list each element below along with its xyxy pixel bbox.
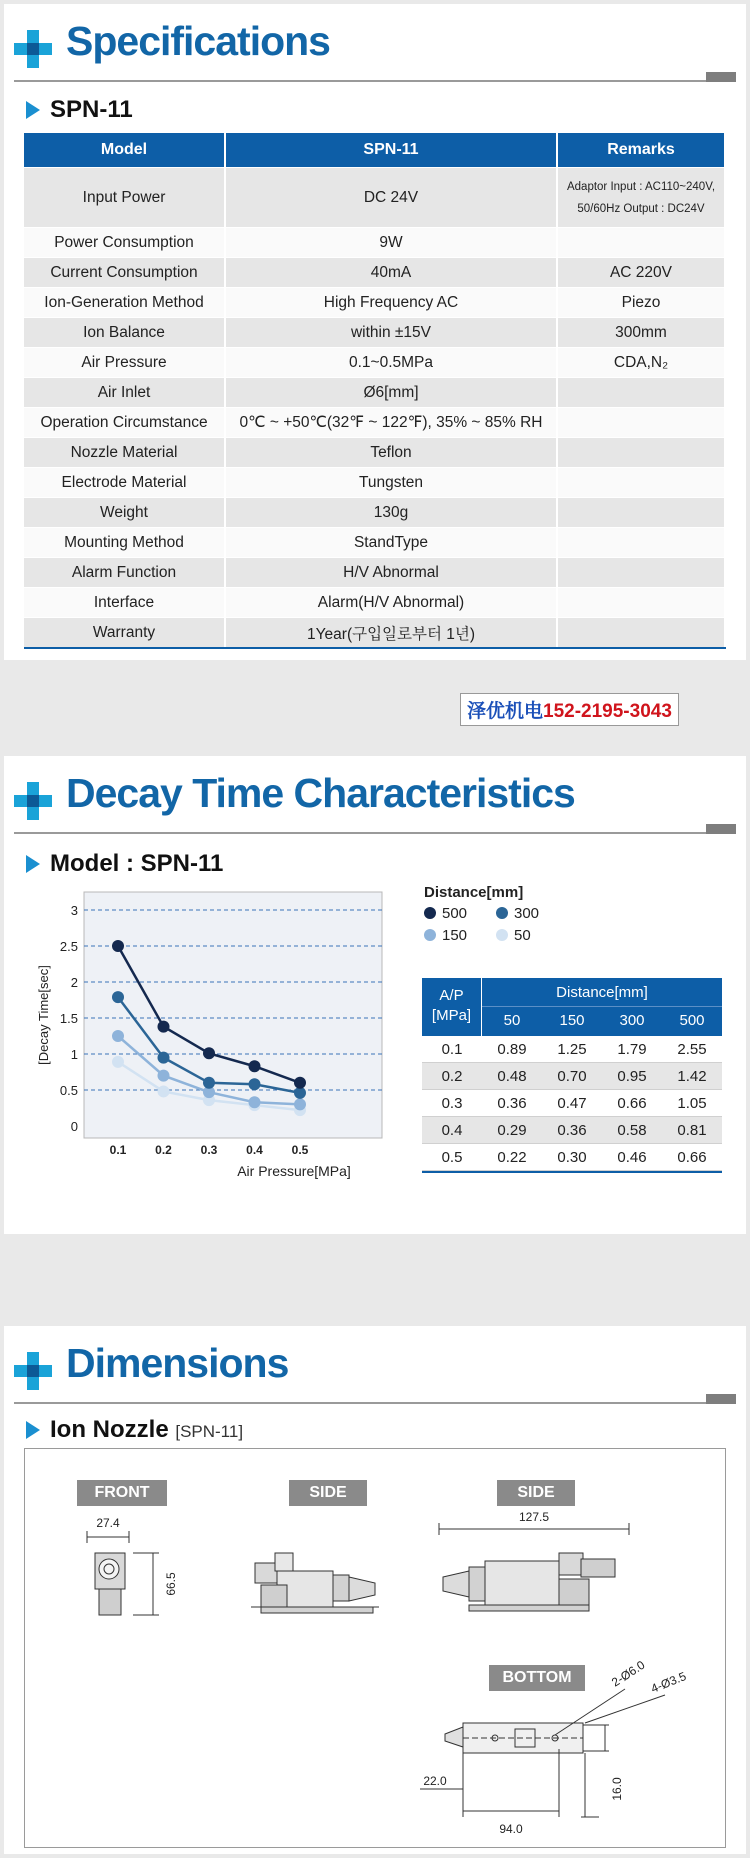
decay-row [422,1036,722,1063]
spec-remark [558,498,724,527]
data-point-500 [294,1077,306,1089]
spec-remark [558,438,724,467]
spec-rows [24,167,726,647]
decay-row [422,1090,722,1117]
spec-value: Tungsten [226,468,556,497]
distance-columns [482,1007,722,1035]
spec-label: Air Inlet [24,378,224,407]
y-tick-label: 1.5 [59,1011,78,1026]
y-tick-label: 3 [70,903,78,918]
specifications-panel [4,4,746,660]
decay-value: 0.58 [617,1122,647,1139]
spec-row [24,467,726,497]
specifications-header [14,14,736,74]
data-point-50 [112,1056,124,1068]
spec-label: Warranty [24,618,224,647]
spec-value: within ±15V [226,318,556,347]
plus-logo-icon [14,782,52,820]
side-length-label: 127.5 [518,1510,550,1524]
decay-value: 1.42 [677,1068,707,1085]
y-axis-label: [Decay Time[sec] [36,965,51,1065]
triangle-bullet-icon [26,1421,40,1439]
x-tick-label: 0.3 [200,1143,218,1157]
side-view-tag: SIDE [289,1480,367,1506]
front-height-label: 66.5 [164,1572,178,1596]
decay-value: 0.48 [497,1068,527,1085]
data-point-50 [158,1085,170,1097]
spec-row [24,167,726,227]
company-name: 泽优机电 [467,701,544,722]
legend-dot-icon [496,907,508,919]
spec-value: 1Year(구입일로부터 1년) [226,618,556,647]
spec-label: Current Consumption [24,258,224,287]
spec-label: Air Pressure [24,348,224,377]
divider [14,1402,736,1404]
ion-nozzle-text: Ion Nozzle [50,1416,169,1443]
height16-label: 16.0 [610,1777,624,1801]
model-heading-text: SPN-11 [50,96,133,123]
side-view-tag-2: SIDE [497,1480,575,1506]
plus-logo-icon [14,1352,52,1390]
decay-row [422,1117,722,1144]
table-bottom-rule [24,647,726,649]
hole1-label: 2-Ø6.0 [609,1657,648,1690]
spec-row [24,407,726,437]
decay-chart [24,880,404,1180]
ap-value: 0.3 [441,1095,463,1112]
header-spn11: SPN-11 [226,133,556,167]
y-tick-labels [60,903,78,1134]
spacing-label: 94.0 [499,1822,523,1836]
spec-table-header [24,133,726,167]
spec-value: DC 24V [226,168,556,227]
decay-model-text: Model : SPN-11 [50,850,224,877]
data-point-500 [203,1047,215,1059]
x-tick-label: 0.2 [155,1143,172,1157]
y-tick-label: 2.5 [59,939,78,954]
contact-watermark [460,693,679,726]
legend-dot-icon [424,929,436,941]
spec-label: Interface [24,588,224,617]
spec-label: Mounting Method [24,528,224,557]
x-tick-label: 0.4 [246,1143,263,1157]
legend-label: 50 [514,927,531,944]
x-tick-label: 0.1 [109,1143,127,1157]
distance-header: Distance[mm] [482,978,722,1007]
spec-remark: AC 220V [558,258,724,287]
data-point-150 [249,1096,261,1108]
spec-value: High Frequency AC [226,288,556,317]
model-heading [26,96,133,124]
hole2-label: 4-Ø3.5 [648,1669,689,1696]
spec-remark [558,528,724,557]
spec-value: Ø6[mm] [226,378,556,407]
x-tick-label: 0.5 [291,1143,309,1157]
spec-value: H/V Abnormal [226,558,556,587]
distance-header-group [482,978,722,1036]
data-point-300 [158,1052,170,1064]
decay-table [422,978,722,1173]
spec-remark [558,228,724,257]
y-tick-label: 1 [70,1047,78,1062]
legend-item-500 [424,905,496,922]
decay-value: 0.81 [677,1122,707,1139]
spec-row [24,617,726,647]
spec-remark [558,408,724,437]
decay-model-heading [26,850,223,878]
ap-header [422,978,482,1036]
spec-remark [558,588,724,617]
decay-value: 0.66 [617,1095,647,1112]
decay-value: 0.22 [497,1149,527,1166]
spec-remark: Piezo [558,288,724,317]
spec-remark [558,558,724,587]
section-title: Dimensions [66,1340,289,1386]
spec-table [24,133,726,649]
decay-value: 1.25 [557,1041,587,1058]
ap-header-line2: [MPa] [431,1007,472,1024]
divider [14,832,736,834]
data-point-300 [112,991,124,1003]
spec-row [24,347,726,377]
chart-legend [424,884,574,945]
spec-label: Weight [24,498,224,527]
spec-label: Ion-Generation Method [24,288,224,317]
legend-item-300 [496,905,568,922]
decay-value: 0.36 [557,1122,587,1139]
technical-drawing [25,1449,725,1847]
spec-remark [558,618,724,647]
decay-row [422,1063,722,1090]
data-point-300 [203,1077,215,1089]
legend-title: Distance[mm] [424,884,524,901]
distance-column-header: 300 [619,1012,645,1029]
section-title: Decay Time Characteristics [66,770,575,816]
decay-value: 0.70 [557,1068,587,1085]
spec-value: StandType [226,528,556,557]
legend-item-50 [496,927,568,944]
ap-header-line1: A/P [439,987,464,1004]
table-bottom-rule [422,1171,722,1173]
data-point-300 [249,1078,261,1090]
spec-value: Teflon [226,438,556,467]
divider [14,80,736,82]
dimension-drawing [24,1448,726,1848]
divider-corner [706,72,736,82]
header-remarks: Remarks [558,133,724,167]
legend-label: 150 [442,927,468,944]
front-view-tag: FRONT [77,1480,167,1506]
decay-value: 1.05 [677,1095,707,1112]
spec-value: 40mA [226,258,556,287]
spec-remark [558,168,724,227]
legend-label: 300 [514,905,540,922]
ion-nozzle-heading [26,1416,243,1444]
triangle-bullet-icon [26,855,40,873]
section-title: Specifications [66,18,330,64]
spec-value: 9W [226,228,556,257]
spec-row [24,497,726,527]
data-point-500 [112,940,124,952]
spec-label: Electrode Material [24,468,224,497]
spec-label: Nozzle Material [24,438,224,467]
decay-value: 2.55 [677,1041,707,1058]
header-model: Model [24,133,224,167]
spec-row [24,377,726,407]
bottom-view-tag: BOTTOM [489,1665,585,1691]
decay-value: 0.95 [617,1068,647,1085]
x-axis-label: Air Pressure[MPa] [237,1163,351,1179]
spec-row [24,287,726,317]
spec-row [24,437,726,467]
spec-value: 0℃ ~ +50℃(32℉ ~ 122℉), 35% ~ 85% RH [226,408,556,437]
distance-column-header: 50 [503,1012,521,1029]
decay-value: 0.29 [497,1122,527,1139]
spec-label: Input Power [24,168,224,227]
ion-nozzle-model: [SPN-11] [175,1422,244,1441]
triangle-bullet-icon [26,101,40,119]
decay-table-header [422,978,722,1036]
legend-dot-icon [496,929,508,941]
data-point-500 [158,1021,170,1033]
decay-value: 0.36 [497,1095,527,1112]
y-tick-label: 0.5 [59,1083,78,1098]
divider-corner [706,824,736,834]
distance-column-header: 500 [679,1012,705,1029]
spec-row [24,257,726,287]
spec-value: 0.1~0.5MPa [226,348,556,377]
dimensions-header [14,1336,736,1396]
ap-value: 0.1 [441,1041,463,1058]
divider-corner [706,1394,736,1404]
spec-row [24,587,726,617]
plot-area [84,892,382,1138]
remark-line: 50/60Hz Output : DC24V [577,202,705,215]
spec-row [24,527,726,557]
spec-value: 130g [226,498,556,527]
spec-label: Operation Circumstance [24,408,224,437]
dimensions-panel [4,1326,746,1854]
spec-row [24,227,726,257]
distance-column-header: 150 [559,1012,585,1029]
spec-remark: CDA,N₂ [558,348,724,377]
spec-label: Alarm Function [24,558,224,587]
legend-label: 500 [442,905,468,922]
decay-header [14,766,736,826]
spec-remark: 300mm [558,318,724,347]
decay-value: 0.89 [497,1041,527,1058]
y-tick-label: 0 [70,1119,78,1134]
data-point-150 [112,1030,124,1042]
data-point-500 [249,1060,261,1072]
spec-label: Power Consumption [24,228,224,257]
y-tick-label: 2 [70,975,78,990]
decay-value: 0.46 [617,1149,647,1166]
decay-value: 1.79 [617,1041,647,1058]
ap-value: 0.4 [441,1122,463,1139]
decay-row [422,1144,722,1171]
offset-label: 22.0 [423,1774,447,1788]
spec-row [24,557,726,587]
decay-value: 0.30 [557,1149,587,1166]
front-width-label: 27.4 [96,1516,120,1530]
spec-label: Ion Balance [24,318,224,347]
phone-number: 152-2195-3043 [543,701,672,722]
spec-value: Alarm(H/V Abnormal) [226,588,556,617]
decay-panel [4,756,746,1234]
spec-row [24,317,726,347]
decay-value: 0.47 [557,1095,587,1112]
data-point-150 [294,1098,306,1110]
ap-value: 0.5 [441,1149,463,1166]
ap-value: 0.2 [441,1068,463,1085]
spec-remark [558,378,724,407]
plus-logo-icon [14,30,52,68]
legend-dot-icon [424,907,436,919]
x-tick-labels [110,1143,309,1157]
spec-remark [558,468,724,497]
decay-table-body [422,1036,722,1171]
remark-line: Adaptor Input : AC110~240V, [566,180,716,193]
legend-item-150 [424,927,496,944]
decay-value: 0.66 [677,1149,707,1166]
data-point-150 [158,1070,170,1082]
